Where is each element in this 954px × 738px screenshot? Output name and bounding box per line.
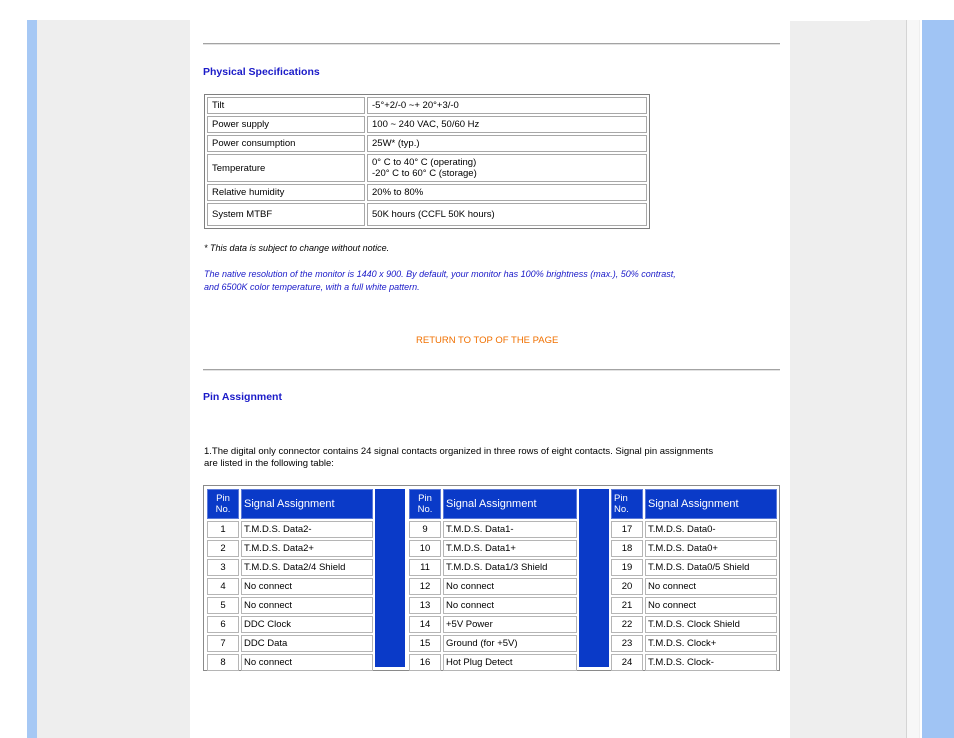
- table-row: [409, 654, 577, 671]
- table-row: [207, 635, 373, 652]
- pin-signal: No connect: [241, 654, 373, 671]
- pin-assignment-table: [203, 485, 780, 671]
- table-row: [207, 540, 373, 557]
- pin-number: 12: [409, 578, 441, 595]
- pin-signal: DDC Clock: [241, 616, 373, 633]
- table-row: [611, 540, 777, 557]
- pin-number: 6: [207, 616, 239, 633]
- header-text: No.: [614, 504, 629, 515]
- spec-label: System MTBF: [207, 203, 365, 226]
- pin-number: 13: [409, 597, 441, 614]
- return-to-top-link[interactable]: RETURN TO TOP OF THE PAGE: [416, 335, 559, 346]
- right-margin-panel: [790, 20, 920, 738]
- spec-label: Relative humidity: [207, 184, 365, 201]
- pin-signal: T.M.D.S. Data2+: [241, 540, 373, 557]
- table-row: [207, 559, 373, 576]
- table-row: [207, 654, 373, 671]
- pin-signal: T.M.D.S. Data2/4 Shield: [241, 559, 373, 576]
- pin-intro-paragraph: [204, 446, 764, 470]
- pin-number: 18: [611, 540, 643, 557]
- spec-label: Power consumption: [207, 135, 365, 152]
- right-accent-stripe: [922, 20, 954, 738]
- change-notice: * This data is subject to change without notice.: [204, 243, 390, 253]
- signal-header: Signal Assignment: [443, 489, 577, 519]
- pin-signal: T.M.D.S. Data1+: [443, 540, 577, 557]
- table-row: [409, 540, 577, 557]
- pin-number: 22: [611, 616, 643, 633]
- pin-signal: +5V Power: [443, 616, 577, 633]
- pin-signal: No connect: [443, 597, 577, 614]
- pin-group-2: [407, 487, 579, 673]
- pin-assignment-heading: Pin Assignment: [203, 391, 282, 403]
- table-row: [207, 135, 647, 152]
- left-margin-panel: [37, 20, 190, 738]
- table-row: [611, 635, 777, 652]
- pin-intro-line: 1.The digital only connector contains 24 signal contacts organized in three rows of eight contacts. Signal pin assignments: [204, 446, 714, 457]
- table-row: [611, 578, 777, 595]
- pin-signal: Hot Plug Detect: [443, 654, 577, 671]
- pin-number: 1: [207, 521, 239, 538]
- pin-signal: No connect: [443, 578, 577, 595]
- pin-number: 16: [409, 654, 441, 671]
- table-row: [409, 635, 577, 652]
- pin-number: 2: [207, 540, 239, 557]
- table-row: [409, 559, 577, 576]
- pin-number: 15: [409, 635, 441, 652]
- section-divider: [203, 43, 780, 45]
- pin-header-row: [611, 489, 777, 519]
- header-text: Pin: [418, 493, 432, 504]
- table-row: [207, 184, 647, 201]
- pin-number: 8: [207, 654, 239, 671]
- column-separator-bar: [375, 489, 405, 667]
- pin-group-3: [609, 487, 779, 673]
- pin-number: 23: [611, 635, 643, 652]
- native-resolution-line: and 6500K color temperature, with a full white pattern.: [204, 282, 420, 292]
- pin-signal: T.M.D.S. Clock-: [645, 654, 777, 671]
- pin-number: 10: [409, 540, 441, 557]
- pin-signal: No connect: [645, 578, 777, 595]
- pin-number: 14: [409, 616, 441, 633]
- spec-value: 50K hours (CCFL 50K hours): [367, 203, 647, 226]
- pin-number: 5: [207, 597, 239, 614]
- header-text: Pin: [216, 493, 230, 504]
- pin-no-header: [409, 489, 441, 519]
- pin-number: 4: [207, 578, 239, 595]
- native-resolution-note: [204, 268, 764, 294]
- pin-signal: No connect: [241, 597, 373, 614]
- pin-signal: T.M.D.S. Data1/3 Shield: [443, 559, 577, 576]
- spec-value: -5°+2/-0 ~+ 20°+3/-0: [367, 97, 647, 114]
- pin-signal: T.M.D.S. Data0-: [645, 521, 777, 538]
- pin-number: 3: [207, 559, 239, 576]
- table-row: [207, 116, 647, 133]
- pin-number: 20: [611, 578, 643, 595]
- pin-number: 11: [409, 559, 441, 576]
- spec-label: Power supply: [207, 116, 365, 133]
- pin-number: 19: [611, 559, 643, 576]
- header-text: No.: [215, 504, 231, 515]
- native-resolution-line: The native resolution of the monitor is 1440 x 900. By default, your monitor has 100% brightness (max.), 50% contrast,: [204, 269, 676, 279]
- pin-number: 24: [611, 654, 643, 671]
- physical-specs-heading: Physical Specifications: [203, 66, 320, 78]
- pin-signal: T.M.D.S. Data0/5 Shield: [645, 559, 777, 576]
- pin-no-header: [207, 489, 239, 519]
- table-row: [409, 521, 577, 538]
- pin-signal: T.M.D.S. Data1-: [443, 521, 577, 538]
- table-row: [409, 616, 577, 633]
- table-row: [207, 97, 647, 114]
- table-row: [611, 654, 777, 671]
- table-row: [207, 616, 373, 633]
- pin-header-row: [207, 489, 373, 519]
- pin-signal: Ground (for +5V): [443, 635, 577, 652]
- pin-number: 21: [611, 597, 643, 614]
- table-row: [611, 616, 777, 633]
- header-text: No.: [417, 504, 433, 515]
- table-row: [207, 578, 373, 595]
- signal-header: Signal Assignment: [241, 489, 373, 519]
- table-row: [611, 521, 777, 538]
- pin-signal: T.M.D.S. Data0+: [645, 540, 777, 557]
- pin-number: 7: [207, 635, 239, 652]
- table-row: [207, 597, 373, 614]
- spec-value: 25W* (typ.): [367, 135, 647, 152]
- pin-no-header: [611, 489, 643, 519]
- signal-header: Signal Assignment: [645, 489, 777, 519]
- pin-intro-line: are listed in the following table:: [204, 458, 334, 469]
- pin-signal: No connect: [645, 597, 777, 614]
- column-separator-bar: [579, 489, 609, 667]
- spec-value: 100 ~ 240 VAC, 50/60 Hz: [367, 116, 647, 133]
- table-row: [207, 521, 373, 538]
- table-row: [207, 203, 647, 226]
- pin-signal: T.M.D.S. Clock Shield: [645, 616, 777, 633]
- right-scroll-gutter: [906, 20, 919, 738]
- table-row: [611, 597, 777, 614]
- spec-value: [367, 154, 647, 182]
- pin-signal: DDC Data: [241, 635, 373, 652]
- left-accent-stripe: [27, 20, 37, 738]
- pin-signal: No connect: [241, 578, 373, 595]
- section-divider: [203, 369, 780, 371]
- spec-value-line: -20° C to 60° C (storage): [372, 168, 477, 179]
- pin-signal: T.M.D.S. Clock+: [645, 635, 777, 652]
- spec-value: 20% to 80%: [367, 184, 647, 201]
- spec-label: Tilt: [207, 97, 365, 114]
- spec-label: Temperature: [207, 154, 365, 182]
- table-row: [409, 578, 577, 595]
- header-text: Pin: [614, 493, 628, 504]
- pin-number: 9: [409, 521, 441, 538]
- table-row: [611, 559, 777, 576]
- pin-group-1: [205, 487, 375, 673]
- spec-value-line: 0° C to 40° C (operating): [372, 157, 477, 168]
- table-row: [207, 154, 647, 182]
- pin-number: 17: [611, 521, 643, 538]
- pin-signal: T.M.D.S. Data2-: [241, 521, 373, 538]
- physical-specs-table: [204, 94, 650, 229]
- table-row: [409, 597, 577, 614]
- pin-header-row: [409, 489, 577, 519]
